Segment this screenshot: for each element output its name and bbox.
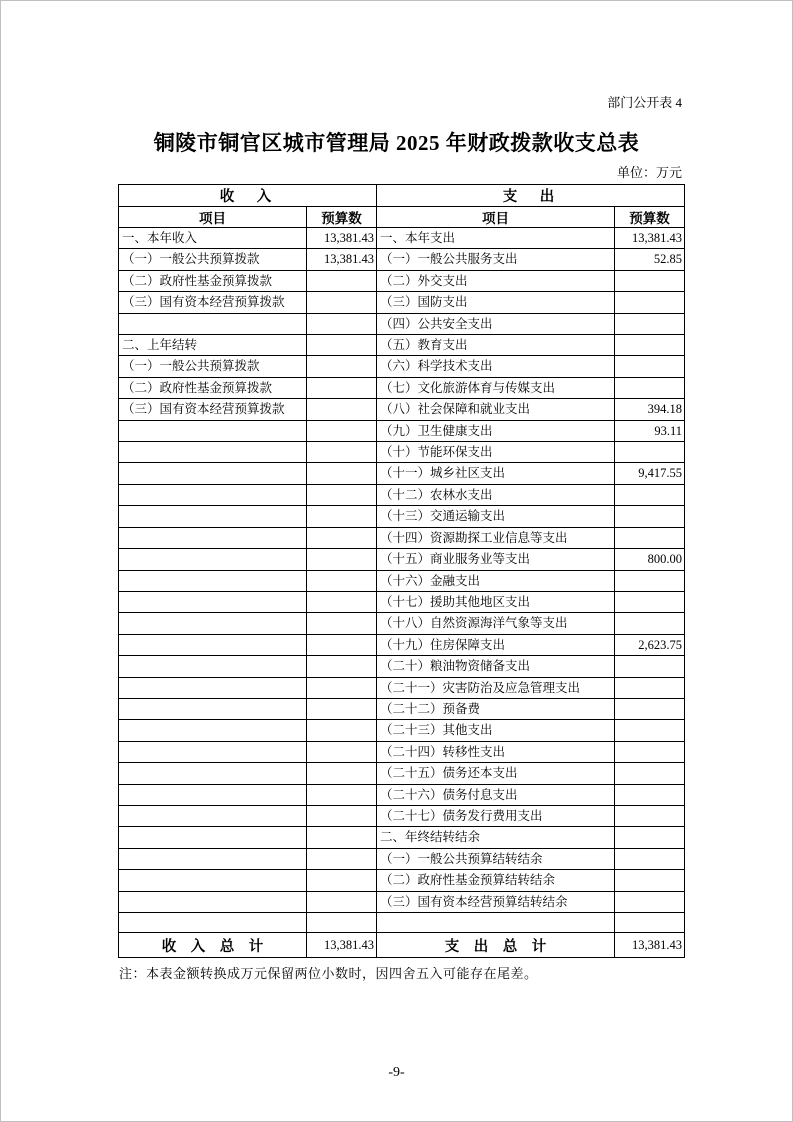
income-value-cell: 13,381.43 [307,249,377,270]
income-item-cell [119,591,307,612]
table-row [119,420,685,441]
income-item-cell [119,784,307,805]
income-item-cell [119,613,307,634]
expense-value-cell [615,442,685,463]
expense-value-cell [615,720,685,741]
expense-item-cell: （十八）自然资源海洋气象等支出 [377,613,615,634]
income-value-cell: 13,381.43 [307,228,377,249]
page-title: 铜陵市铜官区城市管理局 2025 年财政拨款收支总表 [153,131,640,155]
income-value-cell [307,613,377,634]
table-row [119,292,685,313]
income-value-cell [307,870,377,891]
income-item-cell: （二）政府性基金预算拨款 [119,377,307,398]
income-total-label: 收 入 总 计 [119,933,307,958]
income-item-cell [119,848,307,869]
expense-item-cell: 二、年终结转结余 [377,827,615,848]
income-value-cell [307,442,377,463]
income-item-cell [119,634,307,655]
expense-value-cell [615,656,685,677]
table-row [119,698,685,719]
expense-item-cell: （二十四）转移性支出 [377,741,615,762]
income-item-cell [119,442,307,463]
expense-value-cell [615,891,685,912]
income-item-cell [119,656,307,677]
table-row [119,549,685,570]
table-row [119,228,685,249]
income-item-cell: （三）国有资本经营预算拨款 [119,292,307,313]
expense-value-cell [615,292,685,313]
expense-item-cell: （二）外交支出 [377,270,615,291]
expense-value-cell [615,763,685,784]
expense-item-cell: （二十一）灾害防治及应急管理支出 [377,677,615,698]
expense-item-cell [377,913,615,933]
income-item-cell [119,570,307,591]
expense-item-cell: （四）公共安全支出 [377,313,615,334]
table-row [119,484,685,505]
table-row [119,335,685,356]
income-value-cell [307,784,377,805]
expense-item-cell: （十六）金融支出 [377,570,615,591]
table-row [119,463,685,484]
table-row [119,656,685,677]
expense-budget-column-header: 预算数 [615,207,685,228]
expense-item-cell: （十五）商业服务业等支出 [377,549,615,570]
expense-item-cell: 一、本年支出 [377,228,615,249]
table-row [119,506,685,527]
expense-value-cell: 800.00 [615,549,685,570]
expense-value-cell [615,827,685,848]
budget-table [118,184,685,958]
expense-value-cell [615,377,685,398]
expense-item-cell: （十二）农林水支出 [377,484,615,505]
expense-item-cell: （二十五）债务还本支出 [377,763,615,784]
table-row [119,634,685,655]
income-value-cell [307,335,377,356]
column-header-row [119,207,685,228]
expense-value-cell [615,870,685,891]
expense-value-cell: 52.85 [615,249,685,270]
expense-value-cell: 2,623.75 [615,634,685,655]
income-item-cell [119,827,307,848]
table-row [119,805,685,826]
income-value-cell [307,506,377,527]
table-row [119,570,685,591]
income-value-cell [307,656,377,677]
income-value-cell [307,848,377,869]
income-item-cell [119,549,307,570]
income-value-cell [307,698,377,719]
income-item-cell: （一）一般公共预算拨款 [119,356,307,377]
income-value-cell [307,527,377,548]
income-value-cell [307,591,377,612]
income-total-value: 13,381.43 [307,933,377,958]
income-value-cell [307,570,377,591]
income-item-cell [119,720,307,741]
expense-item-cell: （五）教育支出 [377,335,615,356]
expense-value-cell [615,698,685,719]
table-row [119,249,685,270]
income-item-column-header: 项目 [119,207,307,228]
income-item-cell [119,420,307,441]
table-row [119,913,685,933]
expense-value-cell [615,356,685,377]
table-row [119,891,685,912]
expense-value-cell [615,527,685,548]
expense-section-header: 支 出 [377,185,685,207]
expense-value-cell [615,741,685,762]
table-row [119,399,685,420]
income-item-cell [119,763,307,784]
expense-item-cell: （十九）住房保障支出 [377,634,615,655]
expense-value-cell [615,677,685,698]
expense-item-cell: （九）卫生健康支出 [377,420,615,441]
table-row [119,591,685,612]
expense-value-cell [615,913,685,933]
expense-value-cell [615,613,685,634]
table-row [119,741,685,762]
table-row [119,527,685,548]
income-item-cell [119,891,307,912]
income-item-cell [119,698,307,719]
expense-value-cell [615,313,685,334]
income-budget-column-header: 预算数 [307,207,377,228]
table-row [119,613,685,634]
expense-item-cell: （十四）资源勘探工业信息等支出 [377,527,615,548]
expense-item-cell: （一）一般公共服务支出 [377,249,615,270]
income-value-cell [307,913,377,933]
expense-item-cell: （十）节能环保支出 [377,442,615,463]
expense-total-value: 13,381.43 [615,933,685,958]
income-item-cell [119,805,307,826]
income-item-cell [119,484,307,505]
income-value-cell [307,463,377,484]
income-value-cell [307,741,377,762]
expense-value-cell [615,848,685,869]
expense-item-cell: （二十六）债务付息支出 [377,784,615,805]
income-value-cell [307,634,377,655]
income-item-cell: （三）国有资本经营预算拨款 [119,399,307,420]
expense-item-cell: （十三）交通运输支出 [377,506,615,527]
table-row [119,270,685,291]
income-item-cell [119,463,307,484]
expense-item-cell: （二十二）预备费 [377,698,615,719]
income-value-cell [307,805,377,826]
income-item-cell [119,313,307,334]
income-item-cell [119,527,307,548]
income-value-cell [307,720,377,741]
expense-item-cell: （三）国有资本经营预算结转结余 [377,891,615,912]
income-item-cell: （二）政府性基金预算拨款 [119,270,307,291]
doc-label: 部门公开表 4 [607,95,682,110]
table-row [119,313,685,334]
income-value-cell [307,377,377,398]
expense-value-cell [615,784,685,805]
income-item-cell [119,677,307,698]
table-row [119,848,685,869]
table-note: 注：本表金额转换成万元保留两位小数时，因四舍五入可能存在尾差。 [119,966,538,981]
expense-value-cell [615,270,685,291]
expense-item-column-header: 项目 [377,207,615,228]
income-value-cell [307,677,377,698]
table-row [119,377,685,398]
income-value-cell [307,270,377,291]
income-value-cell [307,356,377,377]
expense-item-cell: （六）科学技术支出 [377,356,615,377]
table-row [119,870,685,891]
expense-item-cell: （七）文化旅游体育与传媒支出 [377,377,615,398]
expense-value-cell [615,335,685,356]
expense-value-cell: 9,417.55 [615,463,685,484]
page-number: -9- [388,1065,405,1080]
income-item-cell: 一、本年收入 [119,228,307,249]
total-row [119,933,685,958]
table-row [119,356,685,377]
expense-value-cell: 394.18 [615,399,685,420]
table-row [119,720,685,741]
expense-item-cell: （十七）援助其他地区支出 [377,591,615,612]
expense-value-cell [615,484,685,505]
expense-value-cell [615,570,685,591]
expense-item-cell: （二十三）其他支出 [377,720,615,741]
expense-item-cell: （二十七）债务发行费用支出 [377,805,615,826]
income-value-cell [307,549,377,570]
income-value-cell [307,763,377,784]
income-value-cell [307,292,377,313]
expense-value-cell [615,805,685,826]
income-value-cell [307,827,377,848]
expense-total-label: 支 出 总 计 [377,933,615,958]
income-item-cell: （一）一般公共预算拨款 [119,249,307,270]
income-value-cell [307,420,377,441]
income-value-cell [307,484,377,505]
unit-label: 单位：万元 [616,165,682,180]
income-value-cell [307,399,377,420]
expense-item-cell: （八）社会保障和就业支出 [377,399,615,420]
expense-item-cell: （一）一般公共预算结转结余 [377,848,615,869]
table-row [119,784,685,805]
income-value-cell [307,313,377,334]
income-item-cell [119,870,307,891]
table-row [119,827,685,848]
income-value-cell [307,891,377,912]
expense-value-cell: 13,381.43 [615,228,685,249]
expense-item-cell: （二十）粮油物资储备支出 [377,656,615,677]
table-row [119,763,685,784]
table-row [119,677,685,698]
income-item-cell: 二、上年结转 [119,335,307,356]
expense-value-cell: 93.11 [615,420,685,441]
expense-value-cell [615,506,685,527]
income-item-cell [119,506,307,527]
income-item-cell [119,913,307,933]
expense-item-cell: （十一）城乡社区支出 [377,463,615,484]
income-section-header: 收 入 [119,185,377,207]
table-row [119,442,685,463]
income-item-cell [119,741,307,762]
expense-item-cell: （二）政府性基金预算结转结余 [377,870,615,891]
expense-value-cell [615,591,685,612]
expense-item-cell: （三）国防支出 [377,292,615,313]
section-header-row [119,185,685,207]
